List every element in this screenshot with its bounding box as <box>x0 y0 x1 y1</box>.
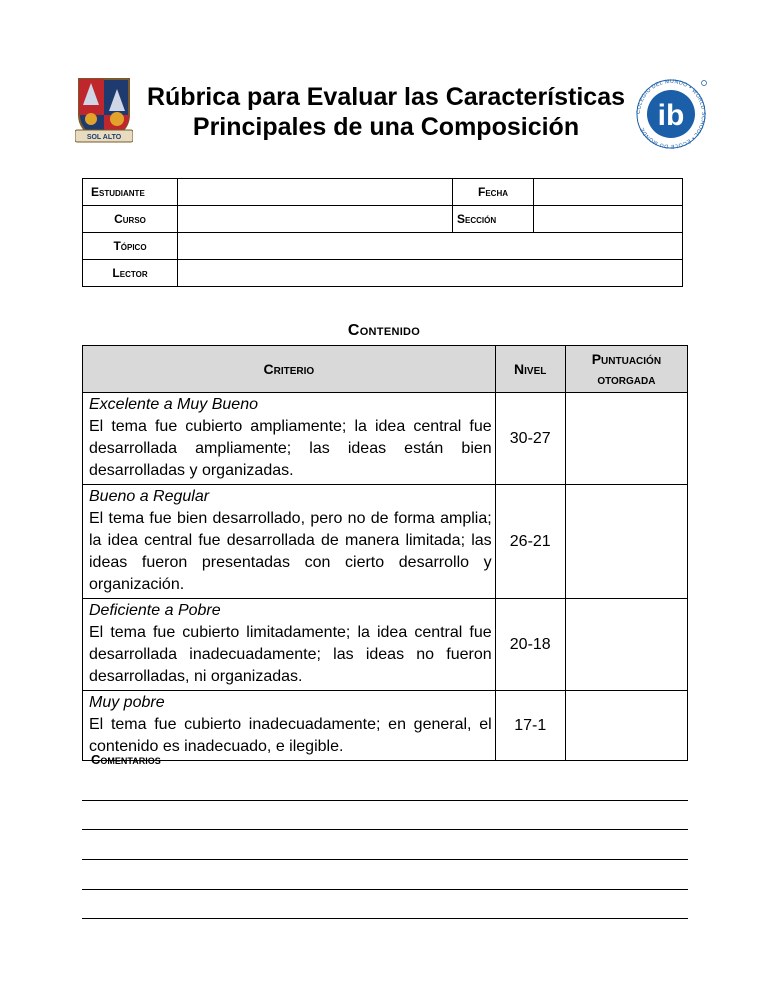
level-range: 26-21 <box>495 485 565 599</box>
level-name: Bueno a Regular <box>89 488 210 505</box>
comments-label: Comentarios <box>91 752 161 767</box>
rubric-row <box>83 393 688 485</box>
rubric-header-row <box>83 346 688 393</box>
page-title: Rúbrica para Evaluar las Características Principales de una Composición <box>146 83 626 141</box>
info-row <box>83 179 683 206</box>
level-range: 17-1 <box>495 691 565 761</box>
topico-field[interactable] <box>178 233 683 260</box>
level-description: El tema fue cubierto ampliamente; la idea central fue desarrollada ampliamente; las ideas están bien desarrolladas y organizadas. <box>89 418 492 479</box>
ib-ring-text: COLEGIO DEL MUNDO • WORLD SCHOOL • ÉCOLE DU MONDE <box>635 78 707 150</box>
fecha-label: Fecha <box>453 179 534 206</box>
seccion-label: Sección <box>453 206 534 233</box>
score-cell[interactable] <box>565 599 687 691</box>
level-name: Excelente a Muy Bueno <box>89 396 258 413</box>
level-range: 30-27 <box>495 393 565 485</box>
criterio-cell <box>83 691 496 761</box>
info-row <box>83 206 683 233</box>
puntuacion-header-line1: Puntuación <box>591 351 662 367</box>
comment-line[interactable] <box>82 859 688 860</box>
puntuacion-header <box>565 346 687 393</box>
lector-field[interactable] <box>178 260 683 287</box>
score-cell[interactable] <box>565 393 687 485</box>
ib-logo <box>634 75 708 153</box>
lector-label: Lector <box>83 260 178 287</box>
fecha-field[interactable] <box>534 179 683 206</box>
curso-label: Curso <box>83 206 178 233</box>
level-description: El tema fue bien desarrollado, pero no de forma amplia; la idea central fue desarrollada de manera limitada; las ideas fueron presentadas con cierto desarrollo y organización. <box>89 510 492 593</box>
level-description: El tema fue cubierto limitadamente; la idea central fue desarrollada inadecuadamente; las ideas no fueron desarrolladas, ni organizadas. <box>89 624 492 685</box>
rubric-row <box>83 691 688 761</box>
score-cell[interactable] <box>565 691 687 761</box>
curso-field[interactable] <box>178 206 453 233</box>
estudiante-field[interactable] <box>178 179 453 206</box>
info-row <box>83 233 683 260</box>
ib-logo-text: ib <box>657 99 685 132</box>
nivel-header: Nivel <box>495 346 565 393</box>
criterio-cell <box>83 485 496 599</box>
rubric-table <box>82 345 688 761</box>
topico-label: Tópico <box>83 233 178 260</box>
comment-line[interactable] <box>82 829 688 830</box>
rubric-row <box>83 599 688 691</box>
school-crest-logo <box>75 75 133 145</box>
comment-line[interactable] <box>82 889 688 890</box>
level-name: Muy pobre <box>89 694 165 711</box>
student-info-table <box>82 178 683 287</box>
comment-line[interactable] <box>82 800 688 801</box>
crest-banner-text: SOL ALTO <box>86 134 122 141</box>
info-row <box>83 260 683 287</box>
criterio-cell <box>83 393 496 485</box>
rubric-row <box>83 485 688 599</box>
level-name: Deficiente a Pobre <box>89 602 221 619</box>
level-range: 20-18 <box>495 599 565 691</box>
criterio-header: Criterio <box>83 346 496 393</box>
criterio-cell <box>83 599 496 691</box>
section-title: Contenido <box>347 322 421 339</box>
comment-line[interactable] <box>82 918 688 919</box>
score-cell[interactable] <box>565 485 687 599</box>
seccion-field[interactable] <box>534 206 683 233</box>
level-description: El tema fue cubierto inadecuadamente; en general, el contenido es inadecuado, e ilegible. <box>89 716 492 755</box>
puntuacion-header-line2: otorgada <box>597 371 656 387</box>
estudiante-label: Estudiante <box>83 179 178 206</box>
